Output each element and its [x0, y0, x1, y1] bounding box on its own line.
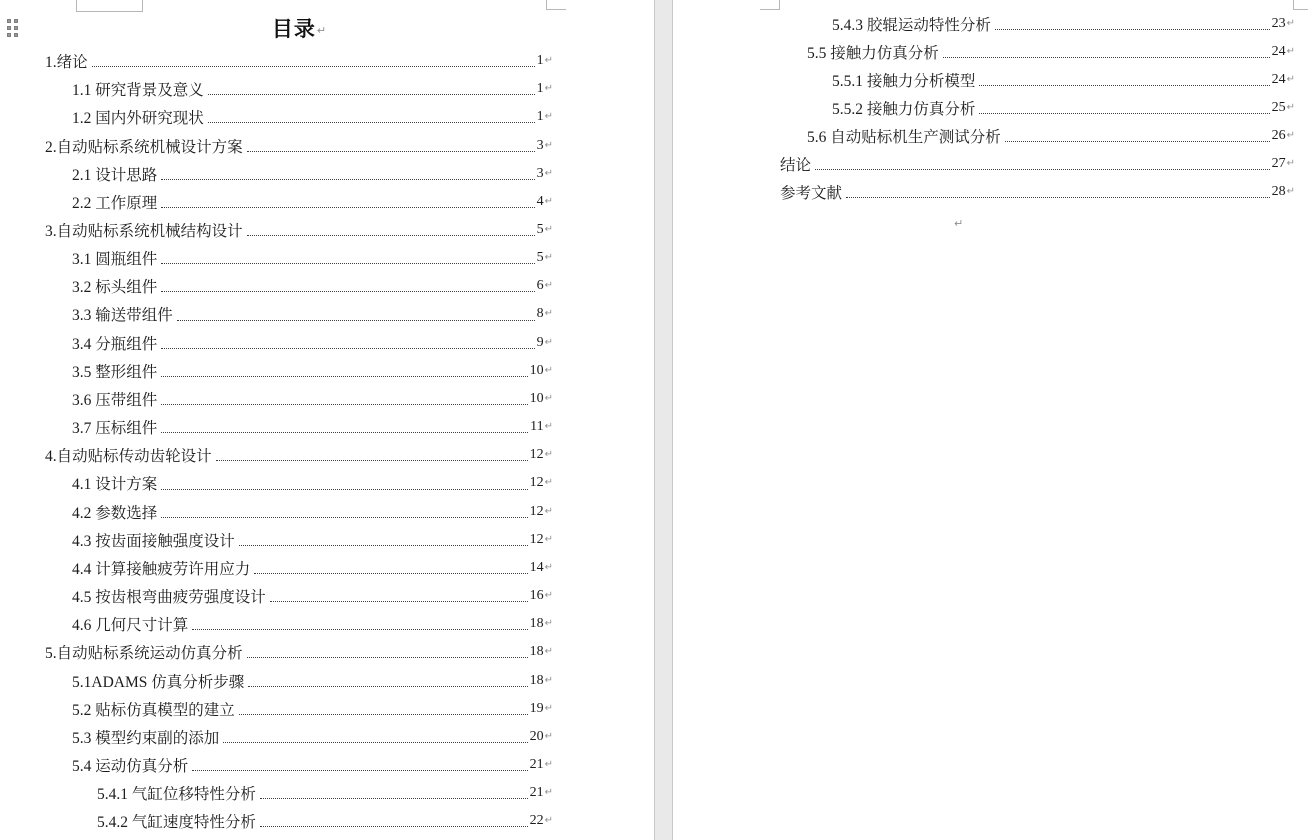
- paragraph-mark-icon: ↵: [544, 758, 553, 770]
- paragraph-mark-icon: ↵: [544, 477, 553, 489]
- toc-entry[interactable]: [45, 723, 553, 751]
- toc-entry[interactable]: [780, 94, 1295, 122]
- paragraph-mark-icon: ↵: [544, 83, 553, 95]
- toc-entry-label: 4.自动贴标传动齿轮设计: [45, 448, 212, 466]
- toc-entry-label: 5.4.2 气缸速度特性分析: [97, 814, 256, 832]
- toc-entry-label: 2.2 工作原理: [72, 194, 158, 212]
- toc-entry[interactable]: [45, 216, 553, 244]
- toc-list-left: [45, 47, 553, 835]
- paragraph-mark-icon: ↵: [1286, 186, 1295, 197]
- paragraph-mark-icon: ↵: [1286, 102, 1295, 113]
- toc-leader-dots: [192, 629, 527, 630]
- toc-leader-dots: [192, 770, 527, 771]
- toc-page-number: 3: [536, 137, 544, 153]
- toc-leader-dots: [161, 376, 527, 377]
- toc-entry[interactable]: [45, 385, 553, 413]
- toc-page-number: 12: [529, 447, 544, 463]
- toc-entry-label: 3.1 圆瓶组件: [72, 251, 158, 269]
- toc-entry[interactable]: [45, 244, 553, 272]
- toc-leader-dots: [979, 113, 1269, 114]
- toc-entry[interactable]: [45, 413, 553, 441]
- paragraph-mark-icon: ↵: [954, 217, 964, 230]
- paragraph-mark-icon: ↵: [544, 646, 553, 658]
- paragraph-mark-icon: ↵: [1286, 158, 1295, 169]
- toc-entry[interactable]: [45, 469, 553, 497]
- paragraph-mark-icon: ↵: [1286, 18, 1295, 29]
- toc-page-number: 19: [529, 700, 544, 716]
- paragraph-mark-icon: ↵: [544, 590, 553, 602]
- paragraph-mark-icon: ↵: [544, 280, 553, 292]
- toc-page-number: 18: [529, 616, 544, 632]
- paragraph-mark-icon: ↵: [544, 533, 553, 545]
- toc-entry-label: 5.4.1 气缸位移特性分析: [97, 786, 256, 804]
- toc-leader-dots: [161, 207, 534, 208]
- toc-entry-label: 2.1 设计思路: [72, 166, 158, 184]
- toc-entry-label: 3.6 压带组件: [72, 391, 158, 409]
- paragraph-mark-icon: ↵: [544, 336, 553, 348]
- paragraph-mark-icon: ↵: [544, 674, 553, 686]
- toc-entry-label: 5.自动贴标系统运动仿真分析: [45, 645, 243, 663]
- paragraph-mark-icon: ↵: [544, 730, 553, 742]
- toc-leader-dots: [161, 348, 534, 349]
- toc-leader-dots: [846, 197, 1270, 198]
- toc-page-number: 6: [536, 278, 544, 294]
- toc-leader-dots: [254, 573, 527, 574]
- toc-leader-dots: [1005, 141, 1270, 142]
- toc-entry-label: 3.5 整形组件: [72, 363, 158, 381]
- toc-page-number: 4: [536, 193, 544, 209]
- toc-list-right: [780, 10, 1295, 206]
- paragraph-mark-icon: ↵: [544, 308, 553, 320]
- toc-leader-dots: [943, 57, 1270, 58]
- toc-page-number: 12: [529, 503, 544, 519]
- toc-page-number: 26: [1271, 128, 1286, 143]
- toc-entry-label: 5.5.2 接触力仿真分析: [832, 101, 976, 118]
- toc-entry[interactable]: [45, 357, 553, 385]
- paragraph-mark-icon: ↵: [544, 392, 553, 404]
- toc-entry[interactable]: [45, 160, 553, 188]
- toc-entry-label: 5.5.1 接触力分析模型: [832, 73, 976, 90]
- paragraph-mark-icon: ↵: [544, 364, 553, 376]
- paragraph-mark-icon: ↵: [544, 618, 553, 630]
- toc-leader-dots: [223, 742, 527, 743]
- toc-entry-label: 2.自动贴标系统机械设计方案: [45, 138, 243, 156]
- toc-page-number: 16: [529, 588, 544, 604]
- toc-page-number: 5: [536, 222, 544, 238]
- toc-entry[interactable]: [45, 695, 553, 723]
- toc-entry[interactable]: [780, 122, 1295, 150]
- toc-leader-dots: [270, 601, 528, 602]
- toc-title-row: [45, 13, 553, 45]
- toc-page-number: 21: [529, 785, 544, 801]
- toc-entry-label: 结论: [780, 157, 812, 174]
- paragraph-mark-icon: ↵: [544, 139, 553, 151]
- paragraph-mark-icon: ↵: [544, 815, 553, 827]
- paragraph-mark-icon: ↵: [316, 24, 327, 37]
- paragraph-mark-icon: ↵: [544, 55, 553, 67]
- toc-leader-dots: [161, 179, 534, 180]
- paragraph-mark-icon: ↵: [1286, 74, 1295, 85]
- toc-entry[interactable]: [45, 131, 553, 159]
- paragraph-mark-icon: ↵: [544, 561, 553, 573]
- toc-page-number: 8: [536, 306, 544, 322]
- paragraph-mark-icon: ↵: [544, 167, 553, 179]
- toc-page-number: 11: [530, 419, 544, 435]
- toc-entry[interactable]: [45, 582, 553, 610]
- toc-entry[interactable]: [780, 38, 1295, 66]
- paragraph-mark-icon: ↵: [544, 111, 553, 123]
- toc-entry[interactable]: [780, 66, 1295, 94]
- toc-entry-label: 4.2 参数选择: [72, 504, 158, 522]
- toc-entry-label: 5.6 自动贴标机生产测试分析: [807, 129, 1001, 146]
- toc-entry[interactable]: [780, 150, 1295, 178]
- paragraph-mark-icon: ↵: [544, 195, 553, 207]
- text-boundary-mark: [546, 0, 566, 10]
- toc-page-number: 25: [1271, 100, 1286, 115]
- toc-page-number: 1: [536, 53, 544, 69]
- toc-entry-label: 3.4 分瓶组件: [72, 335, 158, 353]
- toc-page-number: 27: [1271, 156, 1286, 171]
- toc-entry-label: 1.2 国内外研究现状: [72, 110, 204, 128]
- toc-page-number: 28: [1271, 184, 1286, 199]
- toc-entry[interactable]: [45, 498, 553, 526]
- toc-entry[interactable]: [45, 526, 553, 554]
- toc-entry[interactable]: [45, 554, 553, 582]
- toc-entry-label: 4.6 几何尺寸计算: [72, 617, 189, 635]
- text-boundary-mark: [76, 0, 143, 12]
- toc-entry-label: 3.7 压标组件: [72, 420, 158, 438]
- toc-page-number: 22: [529, 813, 544, 829]
- toc-leader-dots: [161, 489, 527, 490]
- toc-page-number: 18: [529, 644, 544, 660]
- toc-entry[interactable]: [45, 610, 553, 638]
- toc-page-number: 20: [529, 728, 544, 744]
- toc-entry-label: 4.3 按齿面接触强度设计: [72, 532, 235, 550]
- toc-leader-dots: [247, 657, 528, 658]
- toc-page-number: 5: [536, 250, 544, 266]
- paragraph-mark-icon: ↵: [544, 224, 553, 236]
- toc-leader-dots: [260, 798, 528, 799]
- text-boundary-mark: [760, 0, 780, 10]
- toc-page-number: 1: [536, 109, 544, 125]
- toc-entry-label: 4.1 设计方案: [72, 476, 158, 494]
- toc-leader-dots: [239, 545, 528, 546]
- toc-leader-dots: [92, 66, 535, 67]
- toc-entry[interactable]: [45, 75, 553, 103]
- toc-entry[interactable]: [45, 751, 553, 779]
- toc-leader-dots: [815, 169, 1270, 170]
- toc-leader-dots: [239, 714, 528, 715]
- paragraph-mark-icon: ↵: [1286, 130, 1295, 141]
- paragraph-mark-icon: ↵: [544, 449, 553, 461]
- toc-page-number: 10: [529, 362, 544, 378]
- toc-leader-dots: [260, 826, 528, 827]
- toc-entry-label: 4.4 计算接触疲劳许用应力: [72, 560, 251, 578]
- toc-entry[interactable]: [45, 638, 553, 666]
- toc-page-number: 18: [529, 672, 544, 688]
- toc-entry-label: 5.2 贴标仿真模型的建立: [72, 701, 235, 719]
- paragraph-mark-icon: ↵: [1286, 46, 1295, 57]
- toc-entry[interactable]: [45, 779, 553, 807]
- toc-page-number: 1: [536, 81, 544, 97]
- toc-entry[interactable]: [45, 188, 553, 216]
- paragraph-mark-icon: ↵: [544, 505, 553, 517]
- toc-entry-label: 4.5 按齿根弯曲疲劳强度设计: [72, 589, 266, 607]
- paragraph-mark-icon: ↵: [544, 702, 553, 714]
- toc-leader-dots: [208, 122, 535, 123]
- page-gap-divider: [654, 0, 673, 840]
- toc-entry-label: 参考文献: [780, 185, 843, 202]
- toc-entry-label: 3.3 输送带组件: [72, 307, 173, 325]
- toc-page-number: 9: [536, 334, 544, 350]
- toc-entry[interactable]: [45, 441, 553, 469]
- toc-page-number: 24: [1271, 72, 1286, 87]
- toc-entry[interactable]: [45, 300, 553, 328]
- toc-page-number: 14: [529, 559, 544, 575]
- toc-entry[interactable]: [45, 103, 553, 131]
- toc-leader-dots: [995, 29, 1270, 30]
- toc-leader-dots: [161, 517, 527, 518]
- toc-entry-label: 5.1ADAMS 仿真分析步骤: [72, 673, 245, 691]
- toc-leader-dots: [247, 235, 535, 236]
- toc-entry-label: 5.3 模型约束副的添加: [72, 729, 220, 747]
- page-right: [673, 0, 1308, 840]
- toc-page-number: 10: [529, 390, 544, 406]
- toc-entry-label: 5.4 运动仿真分析: [72, 757, 189, 775]
- toc-leader-dots: [161, 291, 534, 292]
- toc-leader-dots: [247, 151, 535, 152]
- paragraph-mark-icon: ↵: [544, 421, 553, 433]
- text-boundary-mark: [1293, 0, 1308, 10]
- toc-entry-label: 1.绪论: [45, 54, 88, 72]
- toc-leader-dots: [161, 432, 528, 433]
- page-title: 目录: [271, 17, 316, 41]
- toc-entry[interactable]: [780, 178, 1295, 206]
- toc-entry-label: 5.5 接触力仿真分析: [807, 45, 939, 62]
- toc-entry-label: 3.2 标头组件: [72, 279, 158, 297]
- toc-leader-dots: [248, 686, 527, 687]
- toc-leader-dots: [177, 320, 535, 321]
- toc-leader-dots: [216, 460, 528, 461]
- toc-leader-dots: [161, 263, 534, 264]
- paragraph-mark-icon: ↵: [544, 787, 553, 799]
- toc-entry-label: 1.1 研究背景及意义: [72, 82, 204, 100]
- toc-page-number: 21: [529, 756, 544, 772]
- toc-leader-dots: [208, 94, 535, 95]
- toc-entry-label: 3.自动贴标系统机械结构设计: [45, 223, 243, 241]
- toc-page-number: 12: [529, 475, 544, 491]
- toc-entry[interactable]: [45, 329, 553, 357]
- toc-entry[interactable]: [45, 272, 553, 300]
- toc-leader-dots: [979, 85, 1269, 86]
- toc-entry[interactable]: [45, 807, 553, 835]
- toc-entry[interactable]: [780, 10, 1295, 38]
- toc-page-number: 12: [529, 531, 544, 547]
- toc-page-number: 24: [1271, 44, 1286, 59]
- toc-page-number: 23: [1271, 16, 1286, 31]
- toc-entry[interactable]: [45, 666, 553, 694]
- toc-leader-dots: [161, 404, 527, 405]
- paragraph-mark-icon: ↵: [544, 252, 553, 264]
- toc-page-number: 3: [536, 165, 544, 181]
- toc-entry-label: 5.4.3 胶辊运动特性分析: [832, 17, 991, 34]
- drag-handle-icon[interactable]: [7, 19, 18, 37]
- toc-entry[interactable]: [45, 47, 553, 75]
